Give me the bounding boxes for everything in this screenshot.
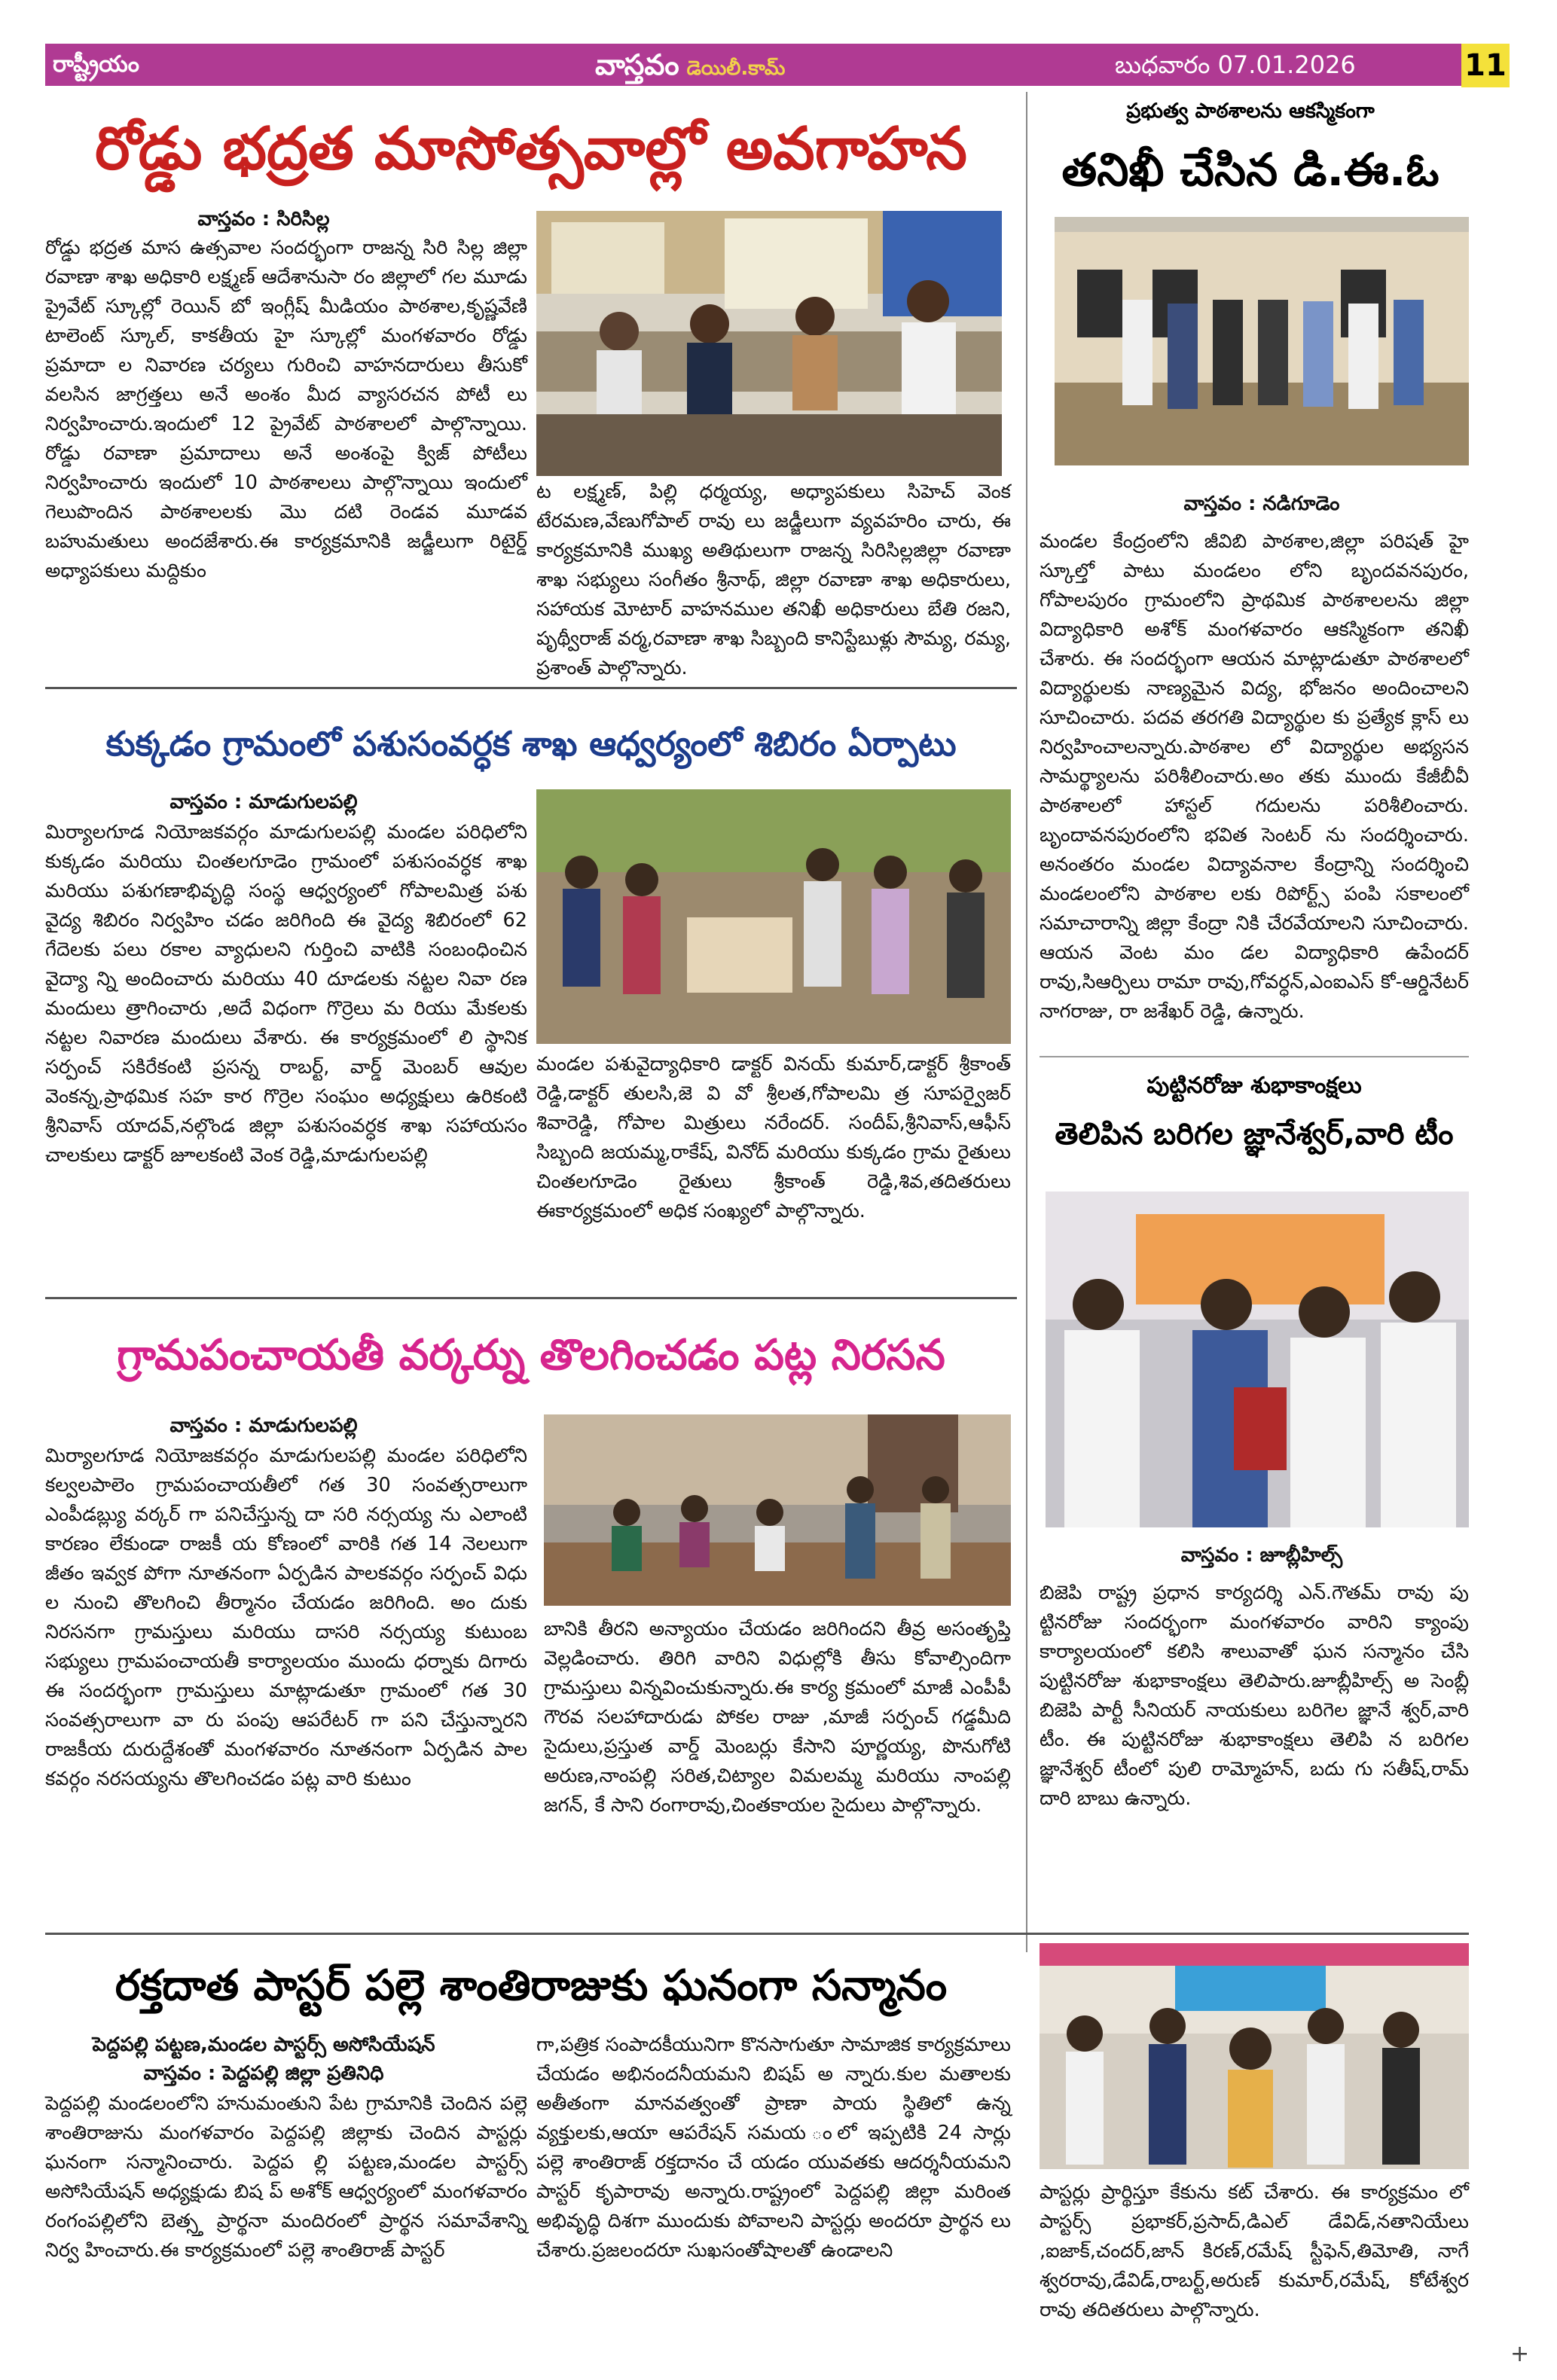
story3-col1: మిర్యాలగూడ నియోజకవర్గం మాడుగులపల్లి మండల పరిధిలోని కుక్కడం మరియు చింతలగూడెం గ్రామంలో పశుసంవర్ధక శాఖ మరియు పశుగణాభివృద్ధి సంస్థ ఆధ్వర్యంలో గోపాలమిత్ర పశు వైద్య శిబిరం నిర్వహిం చడం జరిగింది ఈ వైద్య శిబిరంలో 62 గేదెలకు పలు రకాల వ్యాధులని గుర్తించి వాటికి సంబంధించిన వైద్యా న్ని అందించారు మరియు 40 దూడలకు నట్టల నివా రణ మందులు త్రాగించారు ,అదే విధంగా గొర్రెలు మ రియు మేకలకు నట్టల నివారణ మందులు వేశారు. ఈ కార్యక్రమంలో లి స్థానిక సర్పంచ్ సకిరేకంటి ప్రసన్న రాబర్ట్, వార్డ్ మెంబర్ ఆవుల వెంకన్న,ప్రాథమిక సహ కార గొర్రెల సంఘం అధ్యక్షులు ఉరికంటి శ్రీనివాస్ యాదవ్,నల్గొండ జిల్లా పశుసంవర్ధక శాఖ సహాయసం చాలకులు డాక్టర్ జూలకంటి వెంక రెడ్డి,మాడుగులపల్లి [45,821,527,1167]
logo-text: వాస్తవం [595,48,679,81]
story3-photo [536,789,1011,1044]
story5-col1: మిర్యాలగూడ నియోజకవర్గం మాడుగులపల్లి మండల పరిధిలోని కల్వలపాలెం గ్రామపంచాయతీలో గత 30 సంవత్సరాలుగా ఎంపీడబ్ల్యు వర్కర్ గా పనిచేస్తున్న దా సరి నర్సయ్య ను ఎలాంటి కారణం లేకుండా రాజకీ య కోణంలో వారికి గత 14 నెలలుగా జీతం ఇవ్వక పోగా నూతనంగా ఏర్పడిన పాలకవర్గం సర్పంచ్ విధు ల నుంచి తొలగించి తీర్మానం చేయడం జరిగింది. అం దుకు నిరసనగా గ్రామస్తులు మరియు దాసరి నర్సయ్య కుటుంబ సభ్యులు గ్రామపంచాయతీ కార్యాలయం ముందు ధర్నాకు దిగారు ఈ సందర్భంగా గ్రామస్తులు మాట్లాడుతూ గ్రామంలో గత 30 సంవత్సరాలుగా వా రు పంపు ఆపరేటర్ గా పని చేస్తున్నారని రాజకీయ దురుద్దేశంతో మంగళవారం నూతనంగా ఏర్పడిన పాల కవర్గం నరసయ్యను తొలగించడం పట్ల వారి కుటుం [45,1445,527,1790]
story6-kicker: పెద్దపల్లి పట్టణ,మండల పాస్టర్స్ అసోసియేషన్ [92,2034,435,2056]
story4-kicker: పుట్టినరోజు శుభాకాంక్షలు [1146,1073,1362,1099]
story1-headline[interactable]: రోడ్డు భద్రత మాసోత్సవాల్లో అవగాహన [95,115,967,183]
story4-byline: వాస్తవం : జూబ్లీహిల్స్ [1180,1544,1343,1567]
story4-headline[interactable]: తెలిపిన బరిగల జ్ఞానేశ్వర్,వారి టీం [1055,1117,1454,1152]
story1-photo [536,211,1002,476]
story6-col1: పెద్దపల్లి మండలంలోని హనుమంతుని పేట గ్రామానికి చెందిన పల్లె శాంతిరాజును మంగళవారం పెద్దపల్లి జిల్లాకు చెందిన పాస్టర్లు ఘనంగా సన్మానించారు. పెద్దప ల్లి పట్టణ,మండల పాస్టర్స్ అసోసియేషన్ అధ్యక్షుడు బిష ప్ అశోక్ ఆధ్వర్యంలో మంగళవారం రంగంపల్లిలోని బెత్స్త ప్రార్థనా మందిరంలో ప్రార్థన సమావేశాన్ని నిర్వ హించారు.ఈ కార్యక్రమంలో పల్లె శాంతిరాజ్ పాస్టర్ [45,2092,527,2262]
story2-headline[interactable]: తనిఖీ చేసిన డి.ఈ.ఓ [1061,144,1439,197]
story4-rule [1040,1056,1469,1057]
section-rule [45,1933,1469,1935]
story5-headline[interactable]: గ్రామపంచాయతీ వర్కర్ను తొలగించడం పట్ల నిరసన [117,1331,945,1380]
story4-photo [1046,1192,1469,1527]
section-label: రాష్ట్రీయం [53,51,139,78]
story1-col1: రోడ్డు భద్రత మాస ఉత్సవాల సందర్భంగా రాజన్న సిరి సిల్ల జిల్లా రవాణా శాఖ అధికారి లక్ష్మణ్ ఆదేశానుసా రం జిల్లాలో గల మూడు ప్రైవేట్ స్కూల్లో రెయిన్ బో ఇంగ్లీష్ మీడియం పాఠశాల,కృష్ణవేణి టాలెంట్ స్కూల్, కాకతీయ హై స్కూల్లో మంగళవారం రోడ్డు ప్రమాదా ల నివారణ చర్యలు గురించి వాహనదారులు తీసుకో వలసిన జాగ్రత్తలు అనే అంశం మీద వ్యాసరచన పోటీ లు నిర్వహించారు.ఇందులో 12 ప్రైవేట్ పాఠశాలలో పాల్గొన్నాయి. రోడ్డు రవాణా ప్రమాదాలు అనే అంశంపై క్విజ్ పోటీలు నిర్వహించారు ఇందులో 10 పాఠశాలలు పాల్గొన్నాయి ఇందులో గెలుపొందిన పాఠశాలలకు మొ దటి రెండవ మూడవ బహుమతులు అందజేశారు.ఈ కార్యక్రమానికి జడ్జీలుగా రిటైర్డ్ అధ్యాపకులు మద్దికుం [45,236,527,582]
page-number: 11 [1461,44,1510,87]
story6-col3: పాస్టర్లు ప్రార్థిస్తూ కేకును కట్ చేశారు. ఈ కార్యక్రమం లో పాస్టర్స్ ప్రభాకర్,ప్రసాద్,డిఎల్ డేవిడ్,నతానియేలు ,ఐజాక్,చందర్,జాన్ కిరణ్,రమేష్ స్టీఫెన్,తిమోతి, నాగే శ్వరరావు,డేవిడ్,రాబర్ట్,అరుణ్ కుమార్,రమేష్, కోటేశ్వర రావు తదితరులు పాల్గొన్నారు. [1040,2181,1469,2321]
story2-kicker: ప్రభుత్వ పాఠశాలను ఆకస్మికంగా [1126,99,1375,123]
issue-date: బుధవారం 07.01.2026 [1115,50,1356,79]
story5-byline: వాస్తవం : మాడుగులపల్లి [169,1414,358,1437]
masthead-logo[interactable] [595,45,785,84]
story2-body: మండల కేంద్రంలోని జీవిబి పాఠశాల,జిల్లా పరిషత్ హై స్కూల్తో పాటు మండలం లోని బృందవనపురం, గోపాలపురం గ్రామంలోని ప్రాథమిక పాఠశాలలను జిల్లా విద్యాధికారి అశోక్ మంగళవారం ఆకస్మికంగా తనిఖీ చేశారు. ఈ సందర్భంగా ఆయన మాట్లాడుతూ పాఠశాలలో విద్యార్థులకు నాణ్యమైన విద్య, భోజనం అందించాలని సూచించారు. పదవ తరగతి విద్యార్థుల కు ప్రత్యేక క్లాస్ లు నిర్వహించాలన్నారు.పాఠశాల లో విద్యార్థుల అభ్యసన సామర్థ్యాలను పరిశీలించారు.అం తకు ముందు కేజీబీవీ పాఠశాలలో హాస్టల్ గదులను పరిశీలించారు. బృందావనపురంలోని భవిత సెంటర్ ను సందర్శించారు. అనంతరం మండల విద్యావనాల కేంద్రాన్ని సందర్శించి మండలంలోని పాఠశాల లకు రిపోర్ట్స్ పంపి సకాలంలో సమాచారాన్ని జిల్లా కేంద్రా నికి చేరవేయాలని సూచించారు. ఆయన వెంట మం డల విద్యాధికారి ఉపేందర్ రావు,సిఆర్పిలు రామా రావు,గోవర్ధన్,ఎంఐఎస్ కో-ఆర్డినేటర్ నాగరాజు, రా జశేఖర్ రెడ్డి, ఉన్నారు. [1040,530,1469,1023]
story6-headline[interactable]: రక్తదాత పాస్టర్ పల్లె శాంతిరాజుకు ఘనంగా సన్మానం [114,1961,948,2010]
story5-col2: బానికి తీరని అన్యాయం చేయడం జరిగిందని తీవ్ర అసంతృప్తి వెల్లడించారు. తిరిగి వారిని విధుల్లోకి తీసు కోవాల్సిందిగా గ్రామస్తులు విన్నవించుకున్నారు.ఈ కార్య క్రమంలో మాజీ ఎంపీపీ గౌరవ సలహాదారుడు పోకల రాజు ,మాజీ సర్పంచ్ గడ్డమీది సైదులు,ప్రస్తుత వార్డ్ మెంబర్లు కేసాని పూర్ణయ్య, పొనుగోటి అరుణ,నాంపల్లి సరిత,చిట్యాల విమలమ్మ మరియు నాంపల్లి జగన్, కే సాని రంగారావు,చింతకాయల సైదులు పాల్గొన్నారు. [544,1618,1011,1817]
column-divider [1026,92,1027,1952]
section-rule [45,687,1017,689]
story3-byline: వాస్తవం : మాడుగులపల్లి [169,791,358,813]
story3-headline[interactable]: కుక్కడం గ్రామంలో పశుసంవర్ధక శాఖ ఆధ్వర్యంలో శిబిరం ఏర్పాటు [105,724,957,764]
story6-col2: గా,పత్రిక సంపాదకీయునిగా కొనసాగుతూ సామాజిక కార్యక్రమాలు చేయడం అభినందనీయమని బిషప్ అ న్నారు.కుల మతాలకు అతీతంగా మానవత్వంతో ప్రాణా పాయ స్థితిలో ఉన్న వ్యక్తులకు,ఆయా ఆపరేషన్ సమయ ంలో ఇప్పటికి 24 సార్లు పల్లె శాంతిరాజ్ రక్తదానం చే యడం యువతకు ఆదర్శనీయమని పాస్టర్ కృపారావు అన్నారు.రాష్ట్రంలో పెద్దపల్లి జిల్లా మరింత అభివృద్ధి దిశగా ముందుకు పోవాలని పాస్టర్లు అందరూ ప్రార్థన లు చేశారు.ప్రజలందరూ సుఖసంతోషాలతో ఉండాలని [536,2034,1011,2262]
story5-photo [544,1414,1011,1606]
story2-byline: వాస్తవం : నడిగూడెం [1183,493,1340,515]
section-rule [45,1297,1017,1299]
story2-photo [1055,217,1469,465]
story1-byline: వాస్తవం : సిరిసిల్ల [197,208,330,230]
story1-col2: ట లక్ష్మణ్, పిల్లి ధర్మయ్య, అధ్యాపకులు సిహెచ్ వెంక టేరమణ,వేణుగోపాల్ రావు లు జడ్జీలుగా వ్యవహరిం చారు, ఈ కార్యక్రమానికి ముఖ్య అతిథులుగా రాజన్న సిరిసిల్లజిల్లా రవాణా శాఖ సభ్యులు సంగీతం శ్రీనాథ్, జిల్లా రవాణా శాఖ అధికారులు, సహాయక మోటార్ వాహనముల తనిఖీ అధికారులు బేతి రజని, పృథ్వీరాజ్ వర్మ,రవాణా శాఖ సిబ్బంది కానిస్టేబుళ్లు సౌమ్య, రమ్య, ప్రశాంత్ పాల్గొన్నారు. [536,481,1011,679]
logo-suffix: డెయిలీ.కామ్ [686,57,786,80]
crop-mark-icon: + [1510,2341,1530,2367]
story6-byline: వాస్తవం : పెద్దపల్లి జిల్లా ప్రతినిధి [143,2062,384,2085]
story6-photo [1040,1943,1469,2169]
story4-body: బిజెపి రాష్ట్ర ప్రధాన కార్యదర్శి ఎన్.గౌతమ్ రావు పు ట్టినరోజు సందర్భంగా మంగళవారం వారిని క్యాంపు కార్యాలయంలో కలిసి శాలువాతో ఘన సన్మానం చేసి పుట్టినరోజు శుభాకాంక్షలు తెలిపారు.జూబ్లీహిల్స్ అ సెంబ్లీ బిజెపి పార్టీ సీనియర్ నాయకులు బరిగెల జ్ఞానే శ్వర్,వారి టీం. ఈ పుట్టినరోజు శుభాకాంక్షలు తెలిపి న బరిగల జ్ఞానేశ్వర్ టీంలో పులి రామ్మోహన్, బదు గు సతీష్,రామ్ దారి బాబు ఉన్నారు. [1040,1582,1469,1810]
story3-col2: మండల పశువైద్యాధికారి డాక్టర్ వినయ్ కుమార్,డాక్టర్ శ్రీకాంత్ రెడ్డి,డాక్టర్ తులసి,జె వి వో శ్రీలత,గోపాలమి త్ర సూపర్వైజర్ శివారెడ్డి, గోపాల మిత్రులు నరేందర్. సందీప్,శ్రీనివాస్,ఆఫీస్ సిబ్బంది జయమ్మ,రాకేష్, వినోద్ మరియు కుక్కడం గ్రామ రైతులు చింతలగూడెం రైతులు శ్రీకాంత్ రెడ్డి,శివ,తదితరులు ఈకార్యక్రమంలో అధిక సంఖ్యలో పాల్గొన్నారు. [536,1053,1011,1222]
